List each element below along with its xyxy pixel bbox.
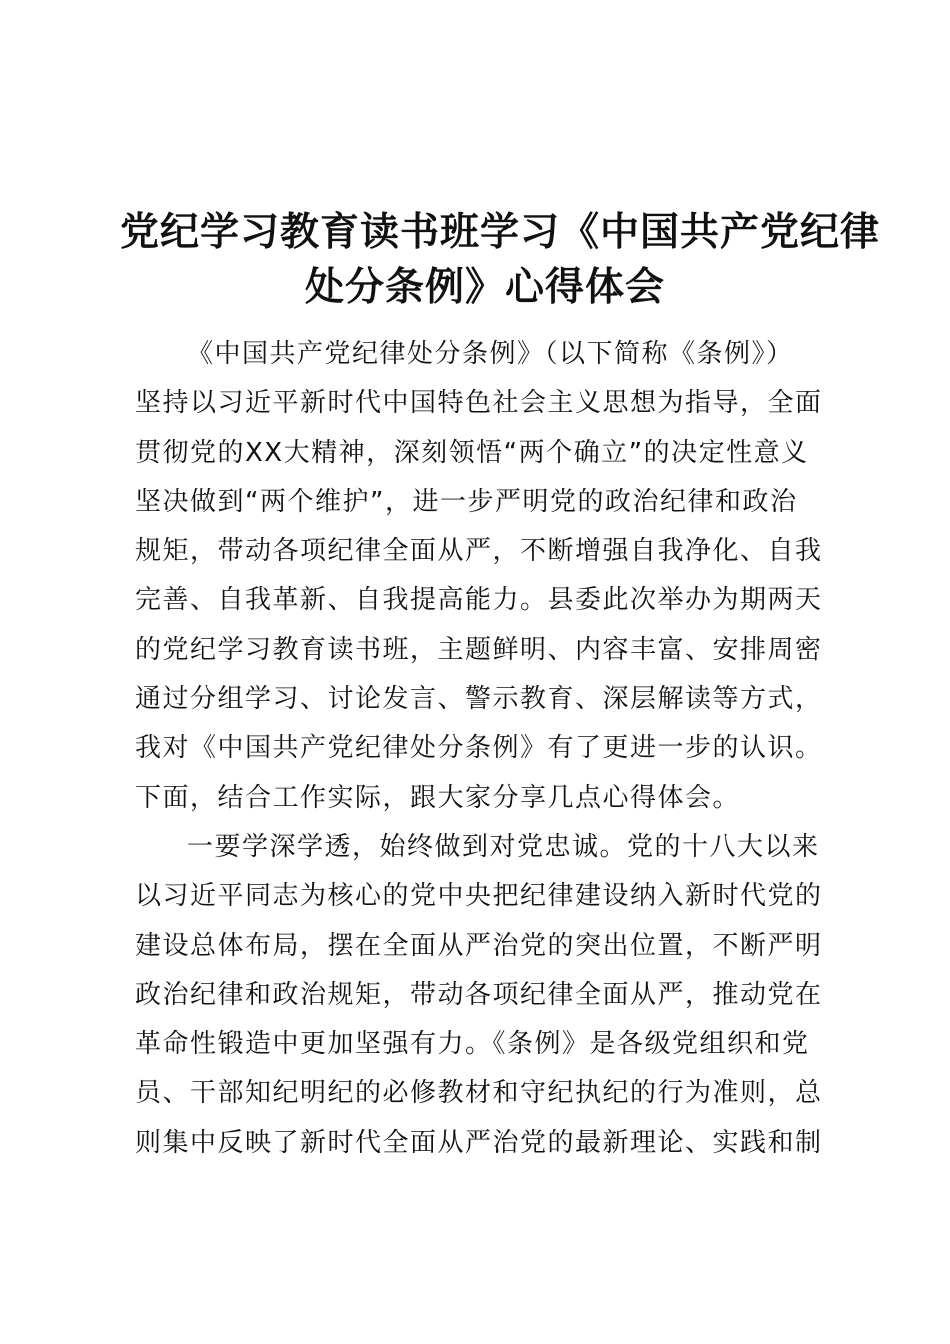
paragraph-line: 政治纪律和政治规矩，带动各项纪律全面从严，推动党在 [135, 979, 823, 1010]
paragraph-line: 规矩，带动各项纪律全面从严，不断增强自我净化、自我 [135, 536, 823, 567]
paragraph-line: 贯彻党的XX大精神，深刻领悟“两个确立”的决定性意义 [135, 437, 809, 468]
document-body [135, 330, 845, 1168]
document-title [120, 205, 881, 315]
paragraph-line: 的党纪学习教育读书班，主题鲜明、内容丰富、安排周密 [135, 634, 823, 665]
title-line: 处分条例》心得体会 [304, 265, 665, 310]
paragraph-line: 通过分组学习、讨论发言、警示教育、深层解读等方式， [135, 684, 823, 715]
paragraph-line: 员、干部知纪明纪的必修教材和守纪执纪的行为准则，总 [135, 1078, 823, 1109]
paragraph-line: 以习近平同志为核心的党中央把纪律建设纳入新时代党的 [135, 881, 823, 912]
paragraph-line: 建设总体布局，摆在全面从严治党的突出位置，不断严明 [135, 930, 823, 961]
paragraph-line: 革命性锻造中更加坚强有力。《条例》是各级党组织和党 [135, 1029, 810, 1060]
paragraph-2 [135, 823, 845, 1168]
paragraph-line: 则集中反映了新时代全面从严治党的最新理论、实践和制 [135, 1127, 823, 1158]
paragraph-line: 下面，结合工作实际，跟大家分享几点心得体会。 [135, 782, 741, 813]
paragraph-line: 一要学深学透，始终做到对党忠诚。党的十八大以来 [187, 831, 820, 862]
paragraph-line: 我对《中国共产党纪律处分条例》有了更进一步的认识。 [135, 733, 823, 764]
paragraph-line: 坚决做到“两个维护”，进一步严明党的政治纪律和政治 [135, 486, 798, 517]
paragraph-1 [135, 330, 845, 823]
paragraph-line: 完善、自我革新、自我提高能力。县委此次举办为期两天 [135, 585, 823, 616]
paragraph-line: 《中国共产党纪律处分条例》（以下简称《条例》） [187, 339, 794, 369]
title-line: 党纪学习教育读书班学习《中国共产党纪律 [120, 210, 881, 255]
paragraph-line: 坚持以习近平新时代中国特色社会主义思想为指导，全面 [135, 388, 823, 419]
